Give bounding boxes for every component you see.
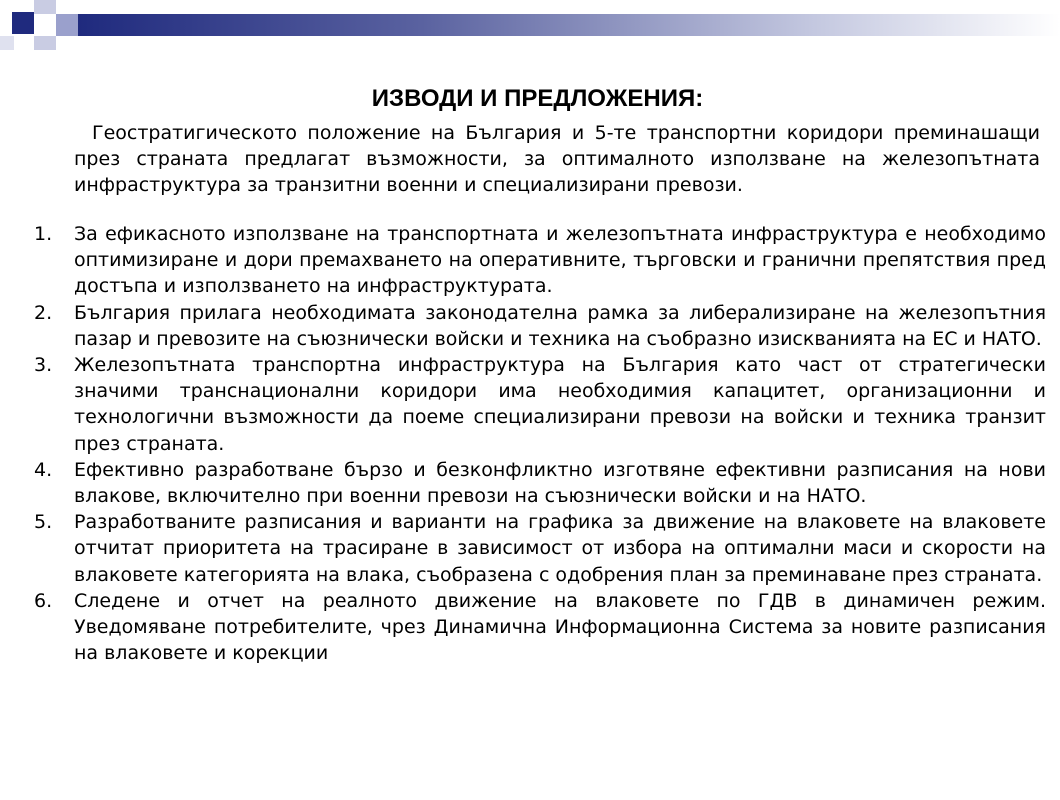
list-item-text: Разработваните разписания и варианти на графика за движение на влаковете на влаковете отчитат приоритета на трасиране в зависимост от избора на оптимални маси и скорости на влаковете категорията на влака, съобразена с одобрения план за преминаване през страната. — [74, 511, 1046, 586]
list-item-text: Следене и отчет на реалното движение на влаковете по ГДВ в динамичен режим. Уведомяване потребителите, чрез Динамична Информационна Система за новите разписания на влаковете и корекции — [74, 589, 1046, 665]
list-item — [0, 457, 1046, 509]
list-item — [0, 221, 1046, 300]
decorative-header-bar — [0, 0, 1060, 60]
list-item-number: 6. — [34, 589, 53, 612]
header-gradient-bar — [78, 14, 1060, 36]
list-item-number: 3. — [34, 354, 53, 377]
header-square-pale — [0, 36, 14, 50]
header-square-light-2 — [34, 36, 56, 50]
list-item-number: 1. — [34, 223, 53, 245]
intro-paragraph: Геостратигическото положение на България и 5-те транспортни коридори преминашащи през страната предлагат възможности, за оптималното използване на железопътната инфраструктура за транзитни военни и специализирани превози. — [74, 122, 1040, 196]
list-item-number: 4. — [34, 458, 53, 481]
header-square-mid — [56, 14, 78, 36]
list-item-text: За ефикасното използване на транспортната и железопътната инфраструктура е необходимо оптимизиране и дори премахването на оперативните, търговски и гранични препятствия пред достъпа и използването на инфраструктурата. — [74, 223, 1046, 298]
list-item-text: Железопътната транспортна инфраструктура на България като част от стратегически значими транснационални коридори има необходимия капацитет, организационни и технологични възможности да поеме специализирани превози на войски и техника транзит през страната. — [74, 354, 1046, 455]
list-item — [0, 509, 1046, 588]
slide-title: ИЗВОДИ И ПРЕДЛОЖЕНИЯ: — [371, 85, 704, 112]
header-square-light — [34, 0, 56, 14]
list-item-text: България прилага необходимата законодателна рамка за либерализиране на железопътния пазар и превозите на съюзнически войски и техника на съобразно изискванията на ЕС и НАТО. — [74, 301, 1046, 350]
header-square-dark — [12, 12, 34, 34]
conclusions-list — [0, 221, 1046, 666]
list-item-number: 2. — [34, 301, 53, 324]
list-item — [0, 588, 1046, 667]
list-item-text: Ефективно разработване бързо и безконфликтно изготвяне ефективни разписания на нови влакове, включително при военни превози на съюзнически войски и на НАТО. — [74, 458, 1046, 508]
list-item — [0, 352, 1046, 457]
list-item-number: 5. — [34, 511, 53, 534]
list-item — [0, 300, 1046, 352]
